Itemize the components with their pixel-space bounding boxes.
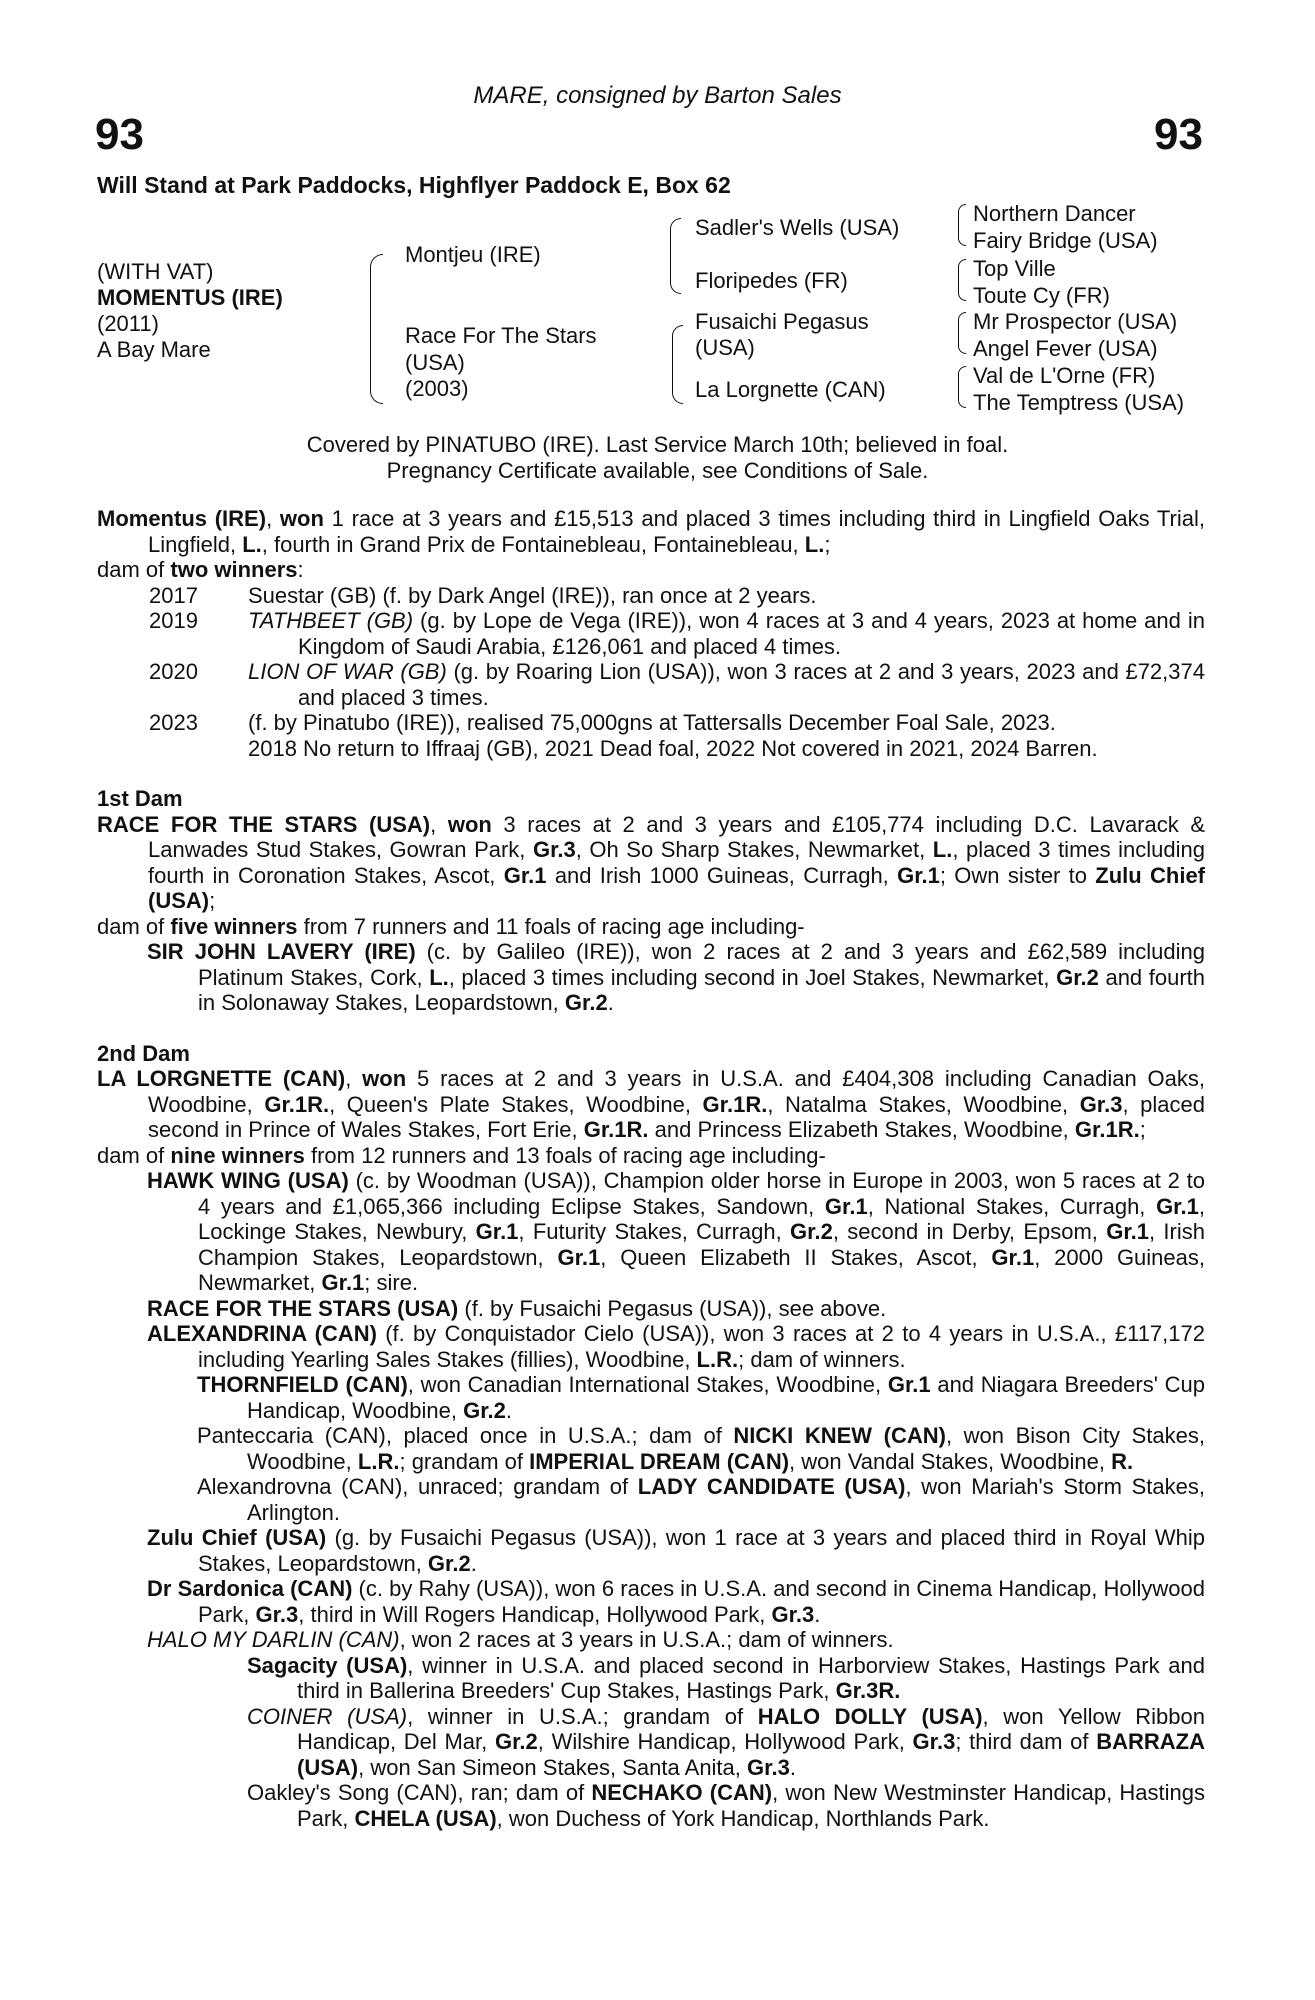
text: ;: [824, 531, 831, 557]
first-dam-produce: [97, 939, 1205, 1016]
brace-g3-4: [958, 366, 966, 408]
produce-name: Dr Sardonica (CAN): [147, 1576, 353, 1601]
g3-ancestor: Fairy Bridge (USA): [973, 228, 1158, 253]
winners-count: five winners: [170, 913, 298, 939]
grade: Gr.1: [1156, 1193, 1199, 1219]
brace-dam-line: [672, 325, 683, 404]
won-label: won: [279, 506, 324, 531]
grade: Gr.3: [532, 837, 576, 862]
grade: R.: [1111, 1448, 1134, 1474]
produce-alexandrovna: [97, 1474, 1205, 1525]
text: , placed 3 times including second in Joel Stakes, Newmarket,: [448, 964, 1057, 990]
text: , Oh So Sharp Stakes, Newmarket,: [575, 837, 933, 862]
text: ; sire.: [364, 1270, 419, 1295]
g3-ancestor: The Temptress (USA): [973, 390, 1185, 415]
won-label: won: [447, 811, 492, 837]
text: ; Own sister to: [939, 862, 1096, 888]
grade: Gr.1: [991, 1244, 1035, 1270]
g3-ancestor: Mr Prospector (USA): [973, 309, 1178, 334]
text: dam of: [97, 557, 171, 582]
grade: L.: [429, 964, 449, 990]
text: ; grandam of: [399, 1448, 530, 1474]
grade: Gr.1: [887, 1372, 931, 1397]
produce-name: COINER (USA): [247, 1703, 408, 1729]
g3-ancestor: Toute Cy (FR): [973, 283, 1110, 308]
grade: Gr.1R.: [702, 1091, 768, 1117]
lot-number-left: 93: [95, 110, 144, 159]
text: Panteccaria (CAN), placed once in U.S.A.; dam of: [197, 1423, 734, 1448]
dam-dam: La Lorgnette (CAN): [695, 377, 886, 402]
grade: Gr.3: [1079, 1091, 1123, 1117]
text: , Natalma Stakes, Woodbine,: [767, 1091, 1080, 1117]
covered-note: [0, 432, 1315, 484]
text: ;: [1139, 1117, 1146, 1142]
text: Oakley's Song (CAN), ran; dam of: [247, 1780, 592, 1805]
produce-name: TATHBEET (GB): [248, 608, 414, 633]
covered-line: Covered by PINATUBO (IRE). Last Service March 10th; believed in foal.: [306, 432, 1009, 457]
dam-name: RACE FOR THE STARS (USA): [97, 811, 431, 837]
produce-text: [248, 608, 1205, 659]
text: and fourth in Solonaway Stakes, Leopardstown,: [198, 964, 1205, 1015]
text: , won Yellow Ribbon Handicap, Del Mar,: [297, 1703, 1205, 1754]
text: , placed 3 times including fourth in Coronation Stakes, Ascot,: [148, 837, 1206, 888]
grade: Gr.2: [463, 1397, 506, 1423]
text: , third in Will Rogers Handicap, Hollywood Park,: [298, 1601, 772, 1627]
g3-ancestor: Angel Fever (USA): [973, 336, 1158, 361]
text: , Lockinge Stakes, Newbury,: [198, 1193, 1205, 1244]
text: (c. by Rahy (USA)), won 6 races in U.S.A. and second in Cinema Handicap, Hollywood Park,: [198, 1576, 1206, 1627]
grade: Gr.1: [557, 1244, 601, 1270]
text: .: [505, 1397, 513, 1423]
horse-name: MOMENTUS (IRE): [97, 285, 283, 310]
text: 5 races at 2 and 3 years in U.S.A. and £404,308 including Canadian Oaks, Woodbine,: [148, 1066, 1205, 1117]
text: (f. by Conquistador Cielo (USA)), won 3 races at 2 to 4 years in U.S.A., £117,172 including Yearling Sales Stakes (fillies), Woodbine,: [198, 1321, 1205, 1372]
produce-halo-my-darlin: [97, 1627, 1205, 1653]
lot-number-right: 93: [1154, 110, 1203, 159]
text: ;: [209, 888, 216, 913]
produce-name: HALO DOLLY (USA): [757, 1703, 983, 1729]
first-dam-produce-intro: [97, 914, 1205, 940]
grade: Gr.1: [824, 1193, 868, 1219]
g3-ancestor: Top Ville: [973, 256, 1056, 281]
text: , Futurity Stakes, Curragh,: [518, 1219, 791, 1244]
stand-location: Will Stand at Park Paddocks, Highflyer Paddock E, Box 62: [97, 172, 731, 198]
spacer: [97, 736, 248, 762]
won-label: won: [362, 1066, 407, 1091]
text: 3 races at 2 and 3 years and £105,774 including D.C. Lavarack & Lanwades Stud Stakes, Gowran Park,: [148, 811, 1205, 862]
dam-name-line1: Race For The Stars: [405, 323, 597, 348]
grade: Gr.3: [255, 1601, 299, 1627]
text: dam of: [97, 913, 171, 939]
produce-name: Zulu Chief (USA): [147, 1525, 327, 1550]
text: (g. by Roaring Lion (USA)), won 3 races at 2 and 3 years, 2023 and £72,374 and placed 3 times.: [298, 659, 1205, 710]
produce-text: (f. by Pinatubo (IRE)), realised 75,000gns at Tattersalls December Foal Sale, 2023.: [248, 710, 1056, 735]
text: (c. by Galileo (IRE)), won 2 races at 2 and 3 years and £62,589 including Platinum Stakes, Cork,: [198, 939, 1205, 990]
grade: Gr.2: [427, 1550, 471, 1576]
page-title: MARE, consigned by Barton Sales: [473, 82, 842, 109]
text: , placed second in Prince of Wales Stakes, Fort Erie,: [148, 1091, 1205, 1142]
produce-name: BARRAZA (USA): [297, 1729, 1205, 1780]
sire-dam: Floripedes (FR): [695, 268, 848, 293]
sire-sire: Sadler's Wells (USA): [695, 215, 900, 240]
text: .: [470, 1550, 477, 1576]
produce-record: [97, 583, 1205, 609]
produce-other-text: 2018 No return to Iffraaj (GB), 2021 Dead foal, 2022 Not covered in 2021, 2024 Barren.: [248, 735, 1098, 761]
grade: Gr.1: [321, 1270, 365, 1295]
dam-sire-line1: Fusaichi Pegasus: [695, 309, 869, 334]
winners-count: two winners: [170, 557, 298, 582]
produce-zulu-chief: [97, 1525, 1205, 1576]
grade: L.: [804, 531, 825, 557]
sister-name: Zulu Chief (USA): [148, 862, 1206, 913]
second-dam-record: LA LORGNETTE (CAN), won 5 races at 2 and 3 years in U.S.A. and £404,308 including Canadian Oaks, Woodbine, Gr.1R., Queen's Plate Stakes, Woodbine, Gr.1R., Natalma Stakes, Woodbine, Gr.3, placed second in Prince of Wales Stakes, Fort Erie, Gr.1R. and Princess Elizabeth Stakes, Woodbine, Gr.1R.;: [97, 1066, 1205, 1142]
produce-name: Sagacity (USA): [247, 1652, 408, 1678]
produce-alexandrina: [97, 1321, 1205, 1372]
text: , Irish Champion Stakes, Leopardstown,: [198, 1219, 1205, 1270]
produce-name: NICKI KNEW (CAN): [733, 1423, 946, 1448]
text: from 7 runners and 11 foals of racing age including-: [297, 913, 805, 939]
grade: L.: [242, 531, 262, 557]
grade: L.R.: [357, 1448, 400, 1474]
second-dam-heading: 2nd Dam: [97, 1040, 190, 1066]
sire-name: Montjeu (IRE): [405, 242, 541, 267]
grade: Gr.2: [790, 1219, 833, 1244]
horse-description: A Bay Mare: [97, 337, 211, 362]
grade: Gr.3: [747, 1754, 790, 1780]
produce-year: 2017: [149, 582, 198, 608]
brace-g3-1: [958, 204, 966, 246]
text: , Wilshire Handicap, Hollywood Park,: [537, 1729, 913, 1754]
produce-panteccaria: [97, 1423, 1205, 1474]
grade: Gr.1R.: [583, 1117, 649, 1142]
brace-g3-3: [958, 312, 966, 354]
produce-name: ALEXANDRINA (CAN): [147, 1321, 377, 1346]
text: and Niagara Breeders' Cup Handicap, Woodbine,: [247, 1372, 1205, 1423]
produce-name: THORNFIELD (CAN): [197, 1372, 408, 1397]
produce-name: HAWK WING (USA): [147, 1168, 349, 1193]
produce-year: 2019: [149, 608, 198, 633]
text: , won Vandal Stakes, Woodbine,: [789, 1448, 1112, 1474]
g3-ancestor: Val de L'Orne (FR): [973, 363, 1156, 388]
text: , won Canadian International Stakes, Woodbine,: [407, 1372, 888, 1397]
text: .: [789, 1754, 796, 1780]
produce-other: [97, 736, 1205, 762]
text: , National Stakes, Curragh,: [867, 1193, 1157, 1219]
produce-hawk-wing: [97, 1168, 1205, 1296]
second-dam-produce-intro: [97, 1143, 1205, 1169]
brace-g3-2: [958, 259, 966, 301]
grade: L.: [932, 837, 953, 862]
text: (g. by Fusaichi Pegasus (USA)), won 1 race at 3 years and placed third in Royal Whip Stakes, Leopardstown,: [198, 1525, 1205, 1576]
dam-year: (2003): [405, 376, 469, 401]
first-dam-heading: 1st Dam: [97, 786, 183, 811]
text: , won 2 races at 3 years in U.S.A.; dam of winners.: [399, 1627, 894, 1652]
produce-oakleys-song: [97, 1780, 1205, 1831]
produce-name: NECHAKO (CAN): [591, 1780, 773, 1805]
grade: Gr.3: [912, 1729, 956, 1754]
mare-name: Momentus (IRE): [97, 506, 267, 531]
mare-produce-intro: [97, 557, 1205, 583]
produce-coiner: [97, 1704, 1205, 1781]
g3-ancestor: Northern Dancer: [973, 201, 1136, 226]
catalogue-body: [97, 506, 1205, 1831]
produce-race-for-the-stars: [97, 1296, 1205, 1322]
text: , won San Simeon Stakes, Santa Anita,: [358, 1754, 748, 1780]
text: (c. by Woodman (USA)), Champion older horse in Europe in 2003, won 5 races at 2 to 4 years and £1,065,366 including Eclipse Stakes, Sandown,: [198, 1168, 1206, 1219]
produce-record: [97, 710, 1205, 736]
text: dam of: [97, 1142, 171, 1168]
grade: Gr.2: [494, 1729, 538, 1754]
grade: L.R.: [696, 1346, 739, 1372]
grade: Gr.1: [475, 1219, 519, 1244]
grade: Gr.1: [503, 862, 547, 888]
dam-name: LA LORGNETTE (CAN): [97, 1066, 346, 1091]
produce-text: [248, 659, 1205, 710]
produce-name: LADY CANDIDATE (USA): [637, 1474, 906, 1499]
produce-record: [97, 608, 1205, 659]
text: , won New Westminster Handicap, Hastings Park,: [297, 1780, 1205, 1831]
text: Alexandrovna (CAN), unraced; grandam of: [197, 1474, 638, 1499]
text: from 12 runners and 13 foals of racing age including-: [304, 1142, 826, 1168]
produce-name: SIR JOHN LAVERY (IRE): [147, 939, 416, 964]
produce-text: Suestar (GB) (f. by Dark Angel (IRE)), ran once at 2 years.: [248, 582, 817, 608]
produce-sagacity: [97, 1653, 1205, 1704]
text: , won Duchess of York Handicap, Northlands Park.: [496, 1805, 990, 1831]
grade: Gr.1R.: [1074, 1117, 1140, 1142]
text: :: [297, 557, 304, 582]
text: 1 race at 3 years and £15,513 and placed 3 times including third in Lingfield Oaks Trial, Lingfield,: [148, 506, 1205, 557]
text: (f. by Fusaichi Pegasus (USA)), see above.: [458, 1295, 887, 1321]
text: , second in Derby, Epsom,: [832, 1219, 1107, 1244]
grade: Gr.1: [897, 862, 940, 888]
vat-label: (WITH VAT): [97, 259, 214, 284]
text: , won Bison City Stakes, Woodbine,: [247, 1423, 1205, 1474]
produce-year: 2020: [149, 659, 198, 684]
grade: Gr.1R.: [264, 1091, 330, 1117]
text: , winner in U.S.A.; grandam of: [407, 1703, 758, 1729]
produce-dr-sardonica: [97, 1576, 1205, 1627]
dam-name-line2: (USA): [405, 350, 465, 375]
grade: Gr.3R.: [835, 1678, 901, 1703]
dam-sire-line2: (USA): [695, 335, 755, 360]
produce-year: 2023: [149, 710, 198, 735]
grade: Gr.1: [1106, 1219, 1150, 1244]
produce-record: [97, 659, 1205, 710]
grade: Gr.3: [771, 1601, 815, 1627]
text: .: [607, 990, 614, 1015]
text: , Queen's Plate Stakes, Woodbine,: [329, 1091, 703, 1117]
brace-gen1: [370, 254, 383, 404]
text: , fourth in Grand Prix de Fontainebleau, Fontainebleau,: [261, 531, 805, 557]
brace-sire-line: [670, 218, 681, 294]
text: , won Mariah's Storm Stakes, Arlington.: [247, 1474, 1205, 1525]
produce-name: CHELA (USA): [354, 1805, 497, 1831]
text: and Princess Elizabeth Stakes, Woodbine,: [648, 1117, 1075, 1142]
mare-record: Momentus (IRE), won 1 race at 3 years and £15,513 and placed 3 times including third in Lingfield Oaks Trial, Lingfield, L., fourth in Grand Prix de Fontainebleau, Fontainebleau, L.;: [97, 506, 1205, 557]
produce-thornfield: [97, 1372, 1205, 1423]
text: ; dam of winners.: [738, 1346, 906, 1372]
text: and Irish 1000 Guineas, Curragh,: [546, 862, 898, 888]
grade: Gr.2: [564, 990, 608, 1015]
produce-name: LION OF WAR (GB): [248, 659, 447, 684]
grade: Gr.2: [1056, 964, 1099, 990]
text: , 2000 Guineas, Newmarket,: [198, 1244, 1205, 1295]
produce-name: IMPERIAL DREAM (CAN): [529, 1448, 790, 1474]
pregnancy-line: Pregnancy Certificate available, see Conditions of Sale.: [386, 458, 929, 483]
text: (g. by Lope de Vega (IRE)), won 4 races at 3 and 4 years, 2023 at home and in Kingdom of Saudi Arabia, £126,061 and placed 4 times.: [298, 608, 1205, 659]
foaling-year: (2011): [97, 311, 159, 336]
text: , Queen Elizabeth II Stakes, Ascot,: [600, 1244, 992, 1270]
text: ; third dam of: [955, 1729, 1097, 1754]
text: .: [814, 1601, 821, 1627]
produce-name: RACE FOR THE STARS (USA): [147, 1295, 459, 1321]
first-dam-record: RACE FOR THE STARS (USA), won 3 races at 2 and 3 years and £105,774 including D.C. Lavarack & Lanwades Stud Stakes, Gowran Park, Gr.3, Oh So Sharp Stakes, Newmarket, L., placed 3 times including fourth in Coronation Stakes, Ascot, Gr.1 and Irish 1000 Guineas, Curragh, Gr.1; Own sister to Zulu Chief (USA);: [97, 811, 1206, 913]
winners-count: nine winners: [170, 1142, 305, 1168]
text: , winner in U.S.A. and placed second in Harborview Stakes, Hastings Park and third in Ballerina Breeders' Cup Stakes, Hastings Park,: [297, 1652, 1205, 1703]
produce-name: HALO MY DARLIN (CAN): [147, 1627, 400, 1652]
